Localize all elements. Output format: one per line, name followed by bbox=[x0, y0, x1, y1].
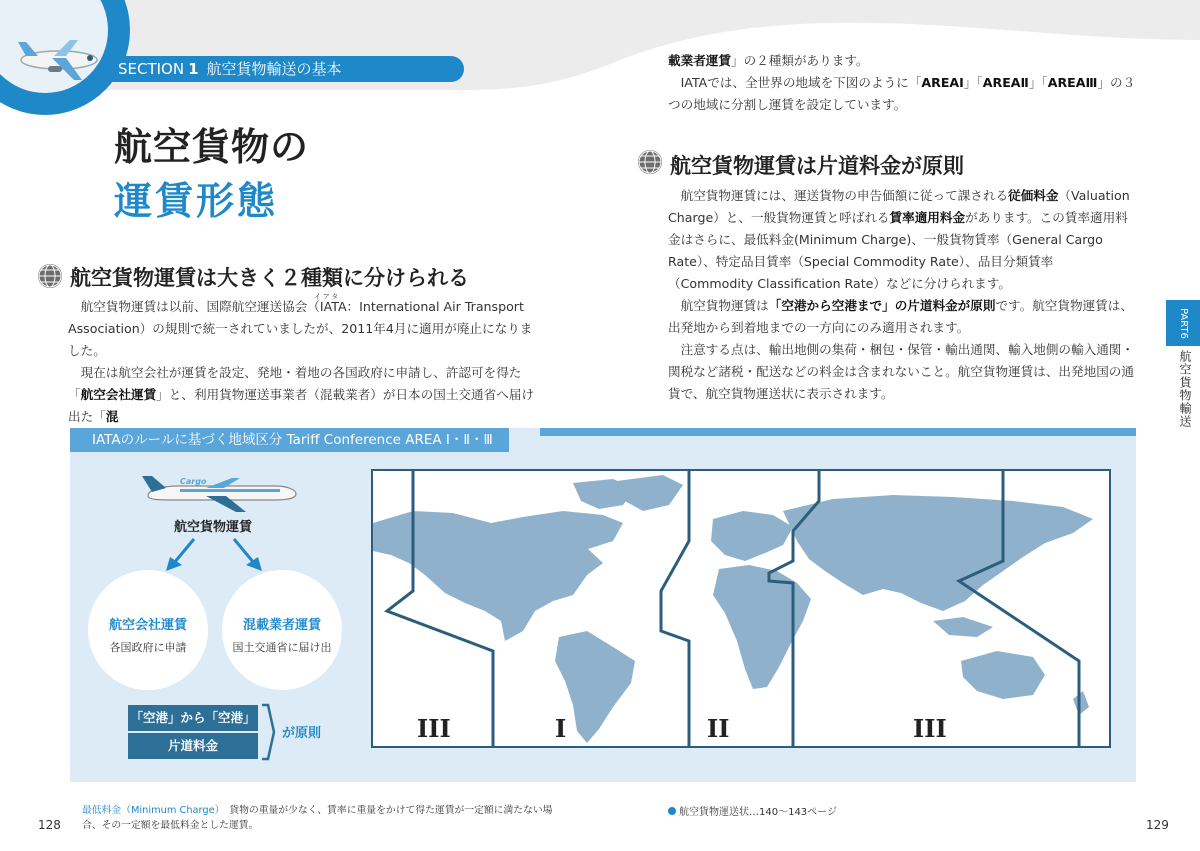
page-number-right: 129 bbox=[1146, 818, 1169, 832]
bubble-sub: 各国政府に申請 bbox=[109, 641, 187, 654]
section-label: 航空貨物輸送の基本 bbox=[206, 60, 342, 78]
brace-icon bbox=[260, 703, 276, 761]
bold-term: 載業者運賃 bbox=[668, 53, 731, 68]
zone-label: III bbox=[913, 714, 947, 743]
text: があります。この賃率適用料金はさらに、最低料金(Minimum Charge)、一般貨物賃率（General Cargo Rate）、特定品目賃率（Special Commodity Rate）、品目分類賃率（Commodity Classification Rate）などに分けられます。 bbox=[668, 210, 1128, 291]
figure-heading: IATAのルールに基づく地域区分 Tariff Conference AREA Ⅰ・Ⅱ・Ⅲ bbox=[70, 428, 509, 452]
bold-term: 従価料金 bbox=[1008, 188, 1059, 203]
bold-term: AREAⅡ bbox=[982, 75, 1029, 90]
cargo-label: Cargo bbox=[180, 477, 207, 486]
arrow-down-left-icon bbox=[160, 535, 200, 575]
right-top-paragraph-2 bbox=[668, 72, 1138, 116]
bubble-sub: 国土交通省に届け出 bbox=[232, 641, 332, 654]
right-paragraph-2 bbox=[668, 295, 1138, 339]
footnote bbox=[82, 803, 562, 833]
left-body bbox=[68, 293, 538, 428]
zone-label: III bbox=[417, 714, 451, 743]
bold-term: AREAⅠ bbox=[921, 75, 964, 90]
text: IATAでは、全世界の地域を下図のように「 bbox=[680, 75, 922, 90]
cross-reference bbox=[668, 803, 837, 818]
right-paragraph-3 bbox=[668, 339, 1138, 405]
text: 現在は航空会社が運賃を設定、発地・着地の各国政府に申請し、許認可を得た「 bbox=[68, 365, 522, 402]
page-title-line2: 運賃形態 bbox=[114, 179, 279, 223]
airline-rate-bubble bbox=[88, 570, 208, 690]
page-number-left: 128 bbox=[38, 818, 61, 832]
right-paragraph-1 bbox=[668, 185, 1138, 295]
left-paragraph-2 bbox=[68, 362, 538, 428]
principle-label: が原則 bbox=[282, 726, 322, 741]
text: です。航空貨物運賃は、出発地から到着地までの一方向にのみ適用されます。 bbox=[668, 298, 1133, 335]
text: 航空貨物運賃は以前、国際航空運送協会（IATA：International Air Transport Association）の規則で統一されていましたが、2011年4月に適用が廃止になりました。 bbox=[68, 299, 533, 358]
bold-term: 航空会社運賃 bbox=[80, 387, 157, 402]
section-bar bbox=[104, 56, 464, 82]
section-prefix: SECTION bbox=[118, 60, 185, 78]
text: 」「 bbox=[1028, 75, 1048, 90]
text: 」「 bbox=[963, 75, 983, 90]
footnote-text: 貨物の重量が少なく、賃率に重量をかけて得た運賃が一定額に満たない場合、その一定額を最低料金とした運賃。 bbox=[82, 805, 553, 831]
part-name: 航空貨物輸送 bbox=[1178, 350, 1192, 428]
right-top-body bbox=[668, 50, 1138, 116]
one-way-rate-box: 片道料金 bbox=[128, 733, 258, 759]
zone-label: II bbox=[707, 714, 730, 743]
bold-term: 賃率適用料金 bbox=[889, 210, 966, 225]
left-paragraph-1 bbox=[68, 296, 538, 362]
text: 航空貨物運賃には、運送貨物の申告価額に従って課される bbox=[680, 188, 1009, 203]
text: 航空貨物運賃は bbox=[680, 298, 769, 313]
zone-label: I bbox=[555, 714, 567, 743]
airplane-icon bbox=[14, 28, 104, 88]
left-heading: 航空貨物運賃は大きく２種類に分けられる bbox=[70, 266, 469, 290]
text: 」と、利用貨物運送事業者（混載業者）が日本の国土交通省へ届け出た「 bbox=[68, 387, 534, 424]
iata-ruby: イアタ bbox=[314, 293, 341, 301]
section-number: 1 bbox=[188, 60, 199, 78]
bullet-icon bbox=[668, 807, 676, 815]
right-heading: 航空貨物運賃は片道料金が原則 bbox=[670, 154, 964, 178]
footnote-term: 最低料金（Minimum Charge） bbox=[82, 805, 220, 816]
text: 」の２種類があります。 bbox=[730, 53, 869, 68]
arrow-down-right-icon bbox=[228, 535, 268, 575]
consolidator-rate-bubble bbox=[222, 570, 342, 690]
figure-top-rule bbox=[540, 428, 1136, 436]
right-top-paragraph-1 bbox=[668, 50, 1138, 72]
airport-to-airport-box: 「空港」から「空港」 bbox=[128, 705, 258, 731]
globe-icon bbox=[636, 148, 664, 176]
right-body bbox=[668, 185, 1138, 405]
page-title-line1: 航空貨物の bbox=[114, 125, 310, 169]
text: 」の３つの地域に分割し運賃を設定しています。 bbox=[668, 75, 1136, 112]
world-map-svg bbox=[373, 471, 1109, 746]
bold-term: 混 bbox=[105, 409, 119, 424]
bold-term: AREAⅢ bbox=[1047, 75, 1098, 90]
freight-label: 航空貨物運賃 bbox=[174, 520, 253, 535]
bubble-title: 混載業者運賃 bbox=[242, 618, 321, 633]
globe-icon bbox=[36, 262, 64, 290]
part-tab[interactable]: PART6 bbox=[1166, 300, 1200, 346]
cross-reference-text: 航空貨物運送状…140～143ページ bbox=[679, 807, 837, 818]
text: 注意する点は、輸出地側の集荷・梱包・保管・輸出通関、輸入地側の輸入通関・関税など諸税・配送などの料金は含まれないこと。航空貨物運賃は、出発地国の通貨で、航空貨物運送状に表示されます。 bbox=[668, 342, 1134, 401]
bubble-title: 航空会社運賃 bbox=[108, 618, 187, 633]
cargo-plane-icon bbox=[140, 470, 300, 516]
text: （Valuation Charge）と、一般貨物運賃と呼ばれる bbox=[668, 188, 1130, 225]
world-map bbox=[371, 469, 1111, 748]
bold-term: 「空港から空港まで」の片道料金が原則 bbox=[768, 298, 996, 313]
